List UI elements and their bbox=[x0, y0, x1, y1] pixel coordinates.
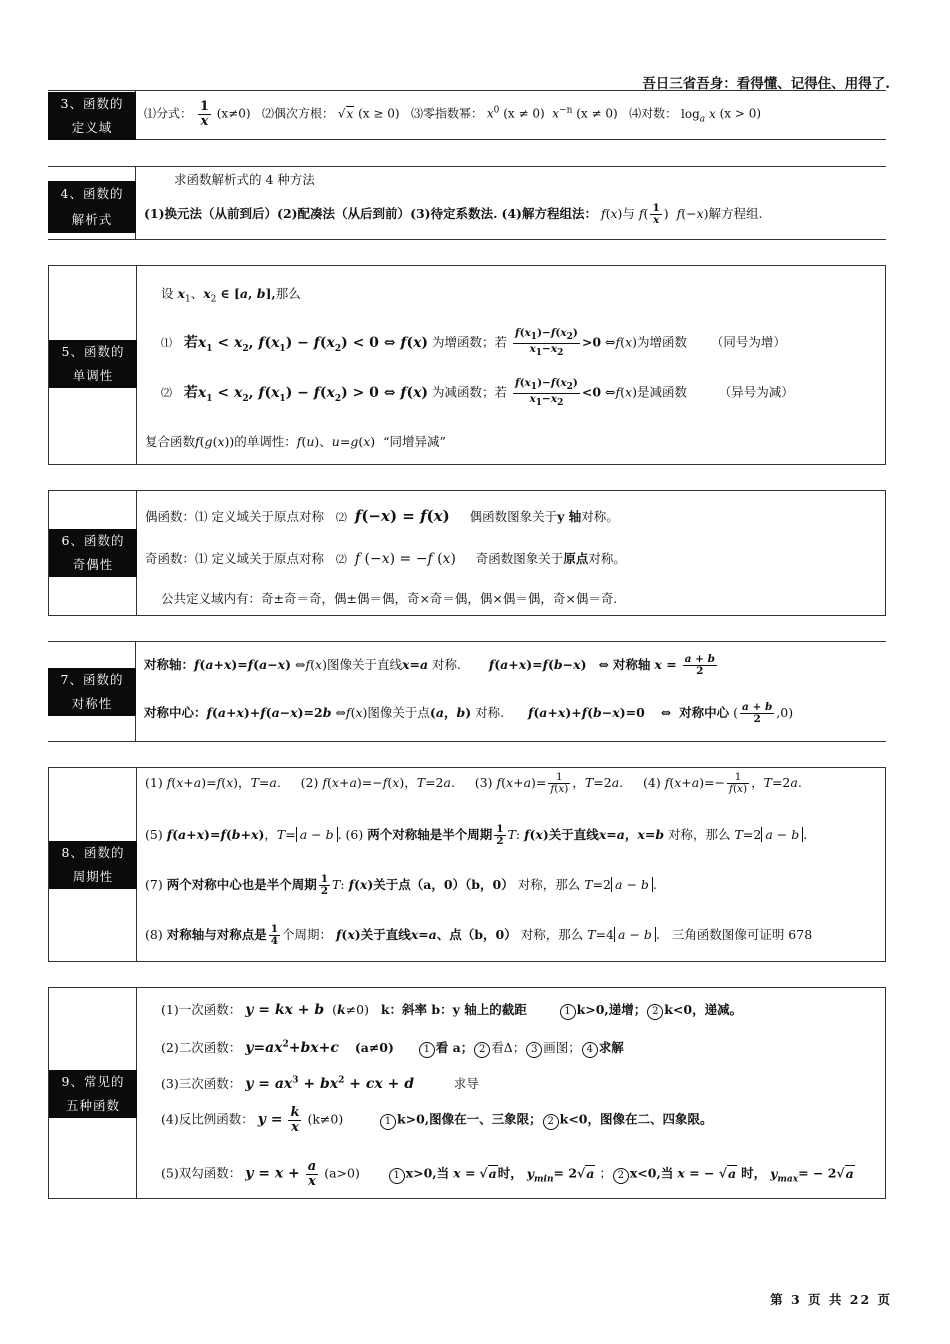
parity-common-rule: 公共定义域内有：奇±奇＝奇，偶±偶＝偶，奇×奇＝偶，偶×偶＝偶，奇×偶＝奇. bbox=[161, 591, 618, 606]
section-label-column bbox=[48, 91, 136, 139]
odd-function-rule: 奇函数：⑴ 定义域关于原点对称 ⑵ f (−x) = −f (x) 奇函数图象关于原点对称。 bbox=[145, 551, 626, 567]
linear-function: (1)一次函数： y = kx + b (k≠0) k：斜率 b：y 轴上的截距 1 k>0,递增； 2 k<0，递减。 bbox=[161, 1002, 743, 1018]
section-domain bbox=[48, 90, 886, 140]
page-motto: 吾日三省吾身：看得懂、记得住、用得了. bbox=[642, 76, 890, 92]
symmetry-center-rule: 对称中心：f(a+x)+f(a−x)=2b ⇔f(x)图像关于点(a，b) 对称. f(a+x)+f(b−x)=0 ⇔ 对称中心 ( $\frac{a + b}{2}$ ,0) bbox=[144, 701, 794, 726]
quadratic-function: (2)二次函数： $y=ax^2+bx+c$ (a≠0) 1 看 a； 2 看Δ； 3 画图； 4 求解 bbox=[161, 1039, 624, 1056]
domain-rules: ⑴分式： $\frac{1}{x}$ (x≠0) ⑵偶次方根： √x (x ≥ 0) ⑶零指数幂： $x^0$ (x ≠ 0) $x^{-n}$ (x ≠ 0) ⑷对数： $\log_a x$ (x > 0) bbox=[144, 99, 762, 129]
period-rules-basic: (1) f(x+a)=f(x)，T=a. (2) f(x+a)=−f(x)，T=2a. (3) f(x+a)= $\frac{1}{f(x)}$ ，T=2a. (4) f(x+a)=− $\frac{1}{f(x)}$ ，T=2a. bbox=[145, 771, 802, 796]
period-rule-axis-center: (8) 对称轴与对称点是 $\frac{1}{4}$ 个周期： f(x)关于直线x=a、点（b，0） 对称，那么 T=4 a − b . 三角函数图像可证明 678 bbox=[145, 923, 813, 948]
section-label: 8、函数的 周期性 bbox=[49, 841, 137, 889]
double-hook-function: (5)双勾函数： y = x + $\frac{a}{x}$ (a>0) 1 x>0,当 x = √a时， $y_{min}= 2√a$ ； 2 x<0,当 x = − √a 时， $y_{max}= - 2√a$ bbox=[161, 1159, 854, 1189]
period-rule-two-centers: (7) 两个对称中心也是半个周期 $\frac{1}{2}$ T: f(x)关于点（a，0）（b，0） 对称，那么 T=2 a − b . bbox=[145, 873, 657, 898]
section-periodicity bbox=[48, 767, 886, 962]
section-common-functions bbox=[48, 987, 886, 1199]
section-label: 9、常见的 五种函数 bbox=[49, 1070, 137, 1118]
section-label: 4、函数的 解析式 bbox=[48, 181, 136, 233]
page-number: 第 3 页 共 22 页 bbox=[770, 1292, 892, 1307]
monotonicity-intro: 设 $x_1$、$x_2$ ∈ [a, b],那么 bbox=[161, 286, 301, 305]
section-label-column bbox=[48, 167, 136, 239]
inverse-proportion-function: (4)反比例函数： y = $\frac{k}{x}$ (k≠0) 1 k>0,图像在一、三象限； 2 k<0，图像在二、四象限。 bbox=[161, 1105, 713, 1135]
decreasing-rule: ⑵ 若$x_1 < x_2$, $f(x_1) - f(x_2) > 0$ ⇔ f(x) 为减函数；若 $\frac{f(x_1)-f(x_2)}{x_1-x_2}$ <0 ⇔f(x)是减函数 （异号为减） bbox=[161, 377, 794, 408]
expression-methods: (1)换元法（从前到后）(2)配凑法（从后到前）(3)待定系数法. (4)解方程组法： f(x)与 f( $\frac{1}{x}$ ) f(−x)解方程组. bbox=[144, 202, 763, 227]
section-parity bbox=[48, 490, 886, 616]
composite-rule: 复合函数f(g(x))的单调性：f(u)、u=g(x) “同增异减” bbox=[145, 434, 446, 449]
section-monotonicity bbox=[48, 265, 886, 465]
symmetry-axis-rule: 对称轴：f(a+x)=f(a−x) ⇔f(x)图像关于直线x=a 对称. f(a+x)=f(b−x) ⇔ 对称轴 x = $\frac{a + b}{2}$ bbox=[144, 653, 715, 678]
section-label-column bbox=[49, 988, 137, 1198]
expression-title: 求函数解析式的 4 种方法 bbox=[174, 172, 315, 187]
section-label-column bbox=[49, 768, 137, 961]
section-label-column bbox=[49, 266, 137, 464]
section-symmetry bbox=[48, 641, 886, 742]
section-label-column bbox=[48, 642, 136, 741]
section-label: 3、函数的 定义域 bbox=[48, 92, 136, 140]
section-label: 6、函数的 奇偶性 bbox=[49, 529, 137, 577]
section-expression bbox=[48, 166, 886, 240]
period-rule-two-axes: (5) f(a+x)=f(b+x)，T= a − b . (6) 两个对称轴是半个周期 $\frac{1}{2}$ T: f(x)关于直线x=a，x=b 对称，那么 T=2 a − b . bbox=[145, 823, 808, 848]
section-label-column bbox=[49, 491, 137, 615]
even-function-rule: 偶函数：⑴ 定义域关于原点对称 ⑵ f(−x) = f(x) 偶函数图象关于y 轴对称。 bbox=[145, 507, 619, 525]
section-label: 7、函数的 对称性 bbox=[48, 668, 136, 716]
section-label: 5、函数的 单调性 bbox=[49, 340, 137, 388]
increasing-rule: ⑴ 若$x_1 < x_2$, $f(x_1) - f(x_2) < 0$ ⇔ f(x) 为增函数；若 $\frac{f(x_1)-f(x_2)}{x_1-x_2}$ >0 ⇔f(x)为增函数 （同号为增） bbox=[161, 327, 786, 358]
cubic-function: (3)三次函数： $y = ax^3 + bx^2$ + cx + d 求导 bbox=[161, 1075, 479, 1092]
